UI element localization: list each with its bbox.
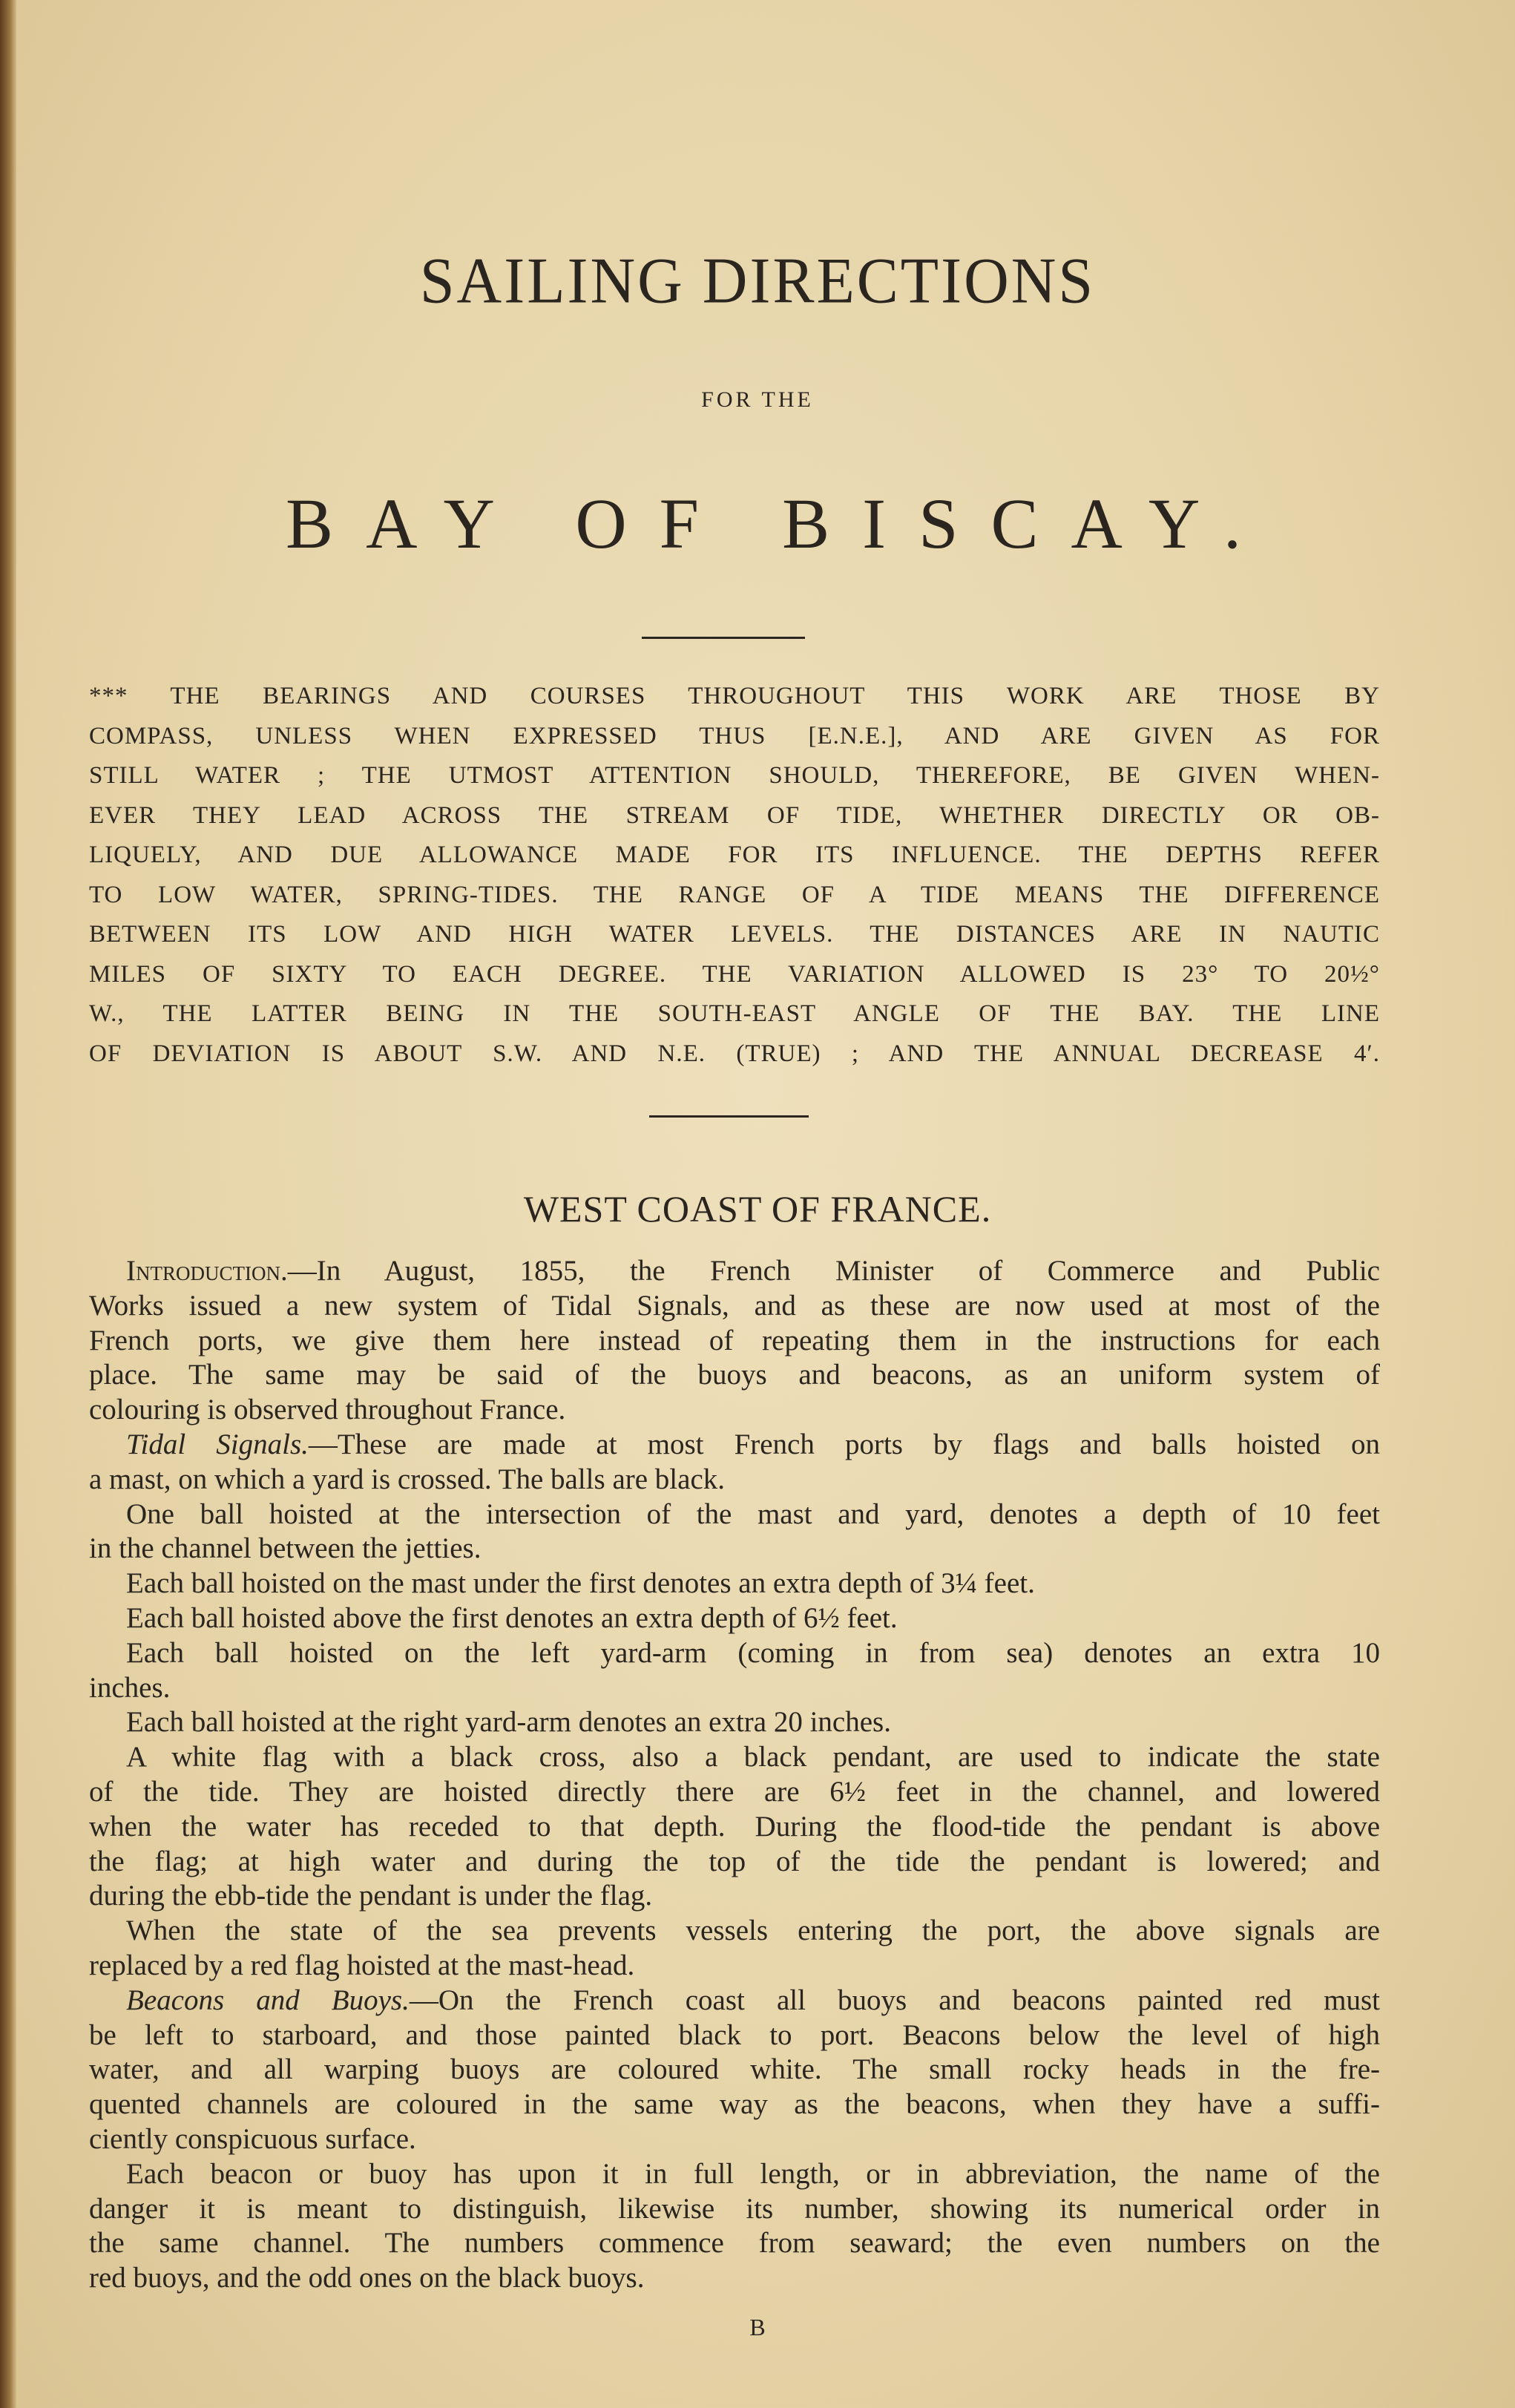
text-line [89,1254,1380,1289]
signature-mark: B [749,2314,766,2340]
line-text: during the ebb-tide the pendant is under the flag. [89,1880,653,1912]
line-text: inches. [89,1671,171,1704]
paragraph [89,1636,1380,1706]
text-line [89,2087,1380,2122]
line-text: red buoys, and the odd ones on the black buoys. [89,2262,645,2294]
notice-line: COMPASS, UNLESS WHEN EXPRESSED THUS [E.N.E.], AND ARE GIVEN AS FOR [89,722,1380,749]
line-text: the same channel. The numbers commence from seaward; the even numbers on the [89,2227,1380,2260]
line-text: Each beacon or buoy has upon it in full length, or in abbreviation, the name of the [126,2157,1380,2190]
section-title: WEST COAST OF FRANCE. [523,1188,992,1230]
notice-line: BETWEEN ITS LOW AND HIGH WATER LEVELS. THE DISTANCES ARE IN NAUTIC [89,921,1380,948]
notice-line: MILES OF SIXTY TO EACH DEGREE. THE VARIATION ALLOWED IS 23° TO 20½° [89,960,1380,988]
paragraph [89,1914,1380,1984]
text-line [89,1601,1380,1636]
line-text: colouring is observed throughout France. [89,1394,566,1426]
paragraph [89,1984,1380,2157]
text-line [89,1358,1380,1393]
line-text: place. The same may be said of the buoys and beacons, as an uniform system of [89,1359,1380,1391]
text-line [89,2226,1380,2261]
body-text [89,1254,1380,2296]
notice-line: W., THE LATTER BEING IN THE SOUTH-EAST ANGLE OF THE BAY. THE LINE [89,1000,1380,1027]
text-line [89,1845,1380,1880]
line-text: Each ball hoisted at the right yard-arm denotes an extra 20 inches. [126,1706,891,1739]
text-line [89,2122,1380,2157]
text-line [89,2157,1380,2192]
text-line [89,2018,1380,2053]
line-text: ciently conspicuous surface. [89,2122,416,2155]
notice-line: *** THE BEARINGS AND COURSES THROUGHOUT THIS WORK ARE THOSE BY [89,683,1380,709]
text-line [89,1949,1380,1984]
line-text: of the tide. They are hoisted directly there are 6½ feet in the channel, and lowered [89,1775,1380,1808]
region-title: BAY OF BISCAY. [286,484,1274,563]
text-line [89,1463,1380,1497]
paragraph [89,1428,1380,1497]
text-line [89,1810,1380,1845]
text-line [89,1289,1380,1324]
line-text: One ball hoisted at the intersection of the mast and yard, denotes a depth of 10 feet [126,1497,1380,1530]
paragraph-lead: Introduction. [126,1255,288,1287]
line-text: Each ball hoisted above the first denotes an extra depth of 6½ feet. [126,1601,898,1634]
text-line [89,2192,1380,2227]
text-line [89,1636,1380,1671]
notice-line: EVER THEY LEAD ACROSS THE STREAM OF TIDE, WHETHER DIRECTLY OR OB- [89,801,1380,829]
paragraph [89,1740,1380,1914]
notice-line: OF DEVIATION IS ABOUT S.W. AND N.E. (TRUE) ; AND THE ANNUAL DECREASE 4′. [89,1040,1380,1067]
line-text: When the state of the sea prevents vessels entering the port, the above signals are [126,1915,1380,1947]
page-subtitle: FOR THE [701,387,814,412]
text-line [89,1393,1380,1428]
line-text: Each ball hoisted on the mast under the first denotes an extra depth of 3¼ feet. [126,1567,1035,1600]
line-text: A white flag with a black cross, also a black pendant, are used to indicate the state [126,1741,1380,1774]
text-line [89,1497,1380,1532]
line-text: Works issued a new system of Tidal Signals, and as these are now used at most of the [89,1289,1380,1322]
line-text: danger it is meant to distinguish, likewise its number, showing its numerical order in [89,2192,1380,2225]
text-line [89,2053,1380,2087]
paragraph [89,1566,1380,1601]
divider-rule [642,637,805,639]
bearings-notice [89,677,1380,1074]
line-text: water, and all warping buoys are coloured white. The small rocky heads in the fre- [89,2053,1380,2086]
paragraph [89,1254,1380,1428]
text-line [89,1705,1380,1740]
line-text: quented channels are coloured in the same way as the beacons, when they have a suffi- [89,2088,1380,2121]
text-line [89,1914,1380,1949]
line-text: the flag; at high water and during the top of the tide the pendant is lowered; and [89,1845,1380,1877]
line-text: be left to starboard, and those painted black to port. Beacons below the level of high [89,2018,1380,2051]
text-line [89,1984,1380,2018]
text-line [89,1671,1380,1706]
line-text: when the water has receded to that depth. During the flood-tide the pendant is above [89,1810,1380,1843]
notice-line: STILL WATER ; THE UTMOST ATTENTION SHOULD, THEREFORE, BE GIVEN WHEN- [89,762,1380,789]
text-line [89,1775,1380,1810]
line-text: replaced by a red flag hoisted at the mast-head. [89,1949,635,1981]
line-text: —In August, 1855, the French Minister of Commerce and Public [287,1255,1380,1287]
line-text: French ports, we give them here instead of repeating them in the instructions for each [89,1324,1380,1356]
line-text: a mast, on which a yard is crossed. The balls are black. [89,1463,726,1495]
text-line [89,1566,1380,1601]
text-line [89,2261,1380,2296]
text-line [89,1740,1380,1775]
paragraph-lead: Beacons and Buoys. [126,1984,410,2016]
line-text: —On the French coast all buoys and beacons painted red must [409,1984,1380,2016]
divider-rule [649,1115,809,1118]
notice-line: TO LOW WATER, SPRING-TIDES. THE RANGE OF A TIDE MEANS THE DIFFERENCE [89,881,1380,908]
line-text: in the channel between the jetties. [89,1532,482,1565]
paragraph [89,2157,1380,2296]
text-line [89,1532,1380,1566]
notice-line: LIQUELY, AND DUE ALLOWANCE MADE FOR ITS INFLUENCE. THE DEPTHS REFER [89,842,1380,868]
line-text: Each ball hoisted on the left yard-arm (coming in from sea) denotes an extra 10 [126,1636,1380,1669]
line-text: —These are made at most French ports by flags and balls hoisted on [308,1428,1380,1460]
paragraph-lead: Tidal Signals. [126,1428,309,1460]
text-line [89,1428,1380,1463]
text-line [89,1879,1380,1914]
text-line [89,1324,1380,1359]
paragraph [89,1497,1380,1567]
paragraph [89,1705,1380,1740]
page-title: SAILING DIRECTIONS [419,244,1096,318]
paragraph [89,1601,1380,1636]
